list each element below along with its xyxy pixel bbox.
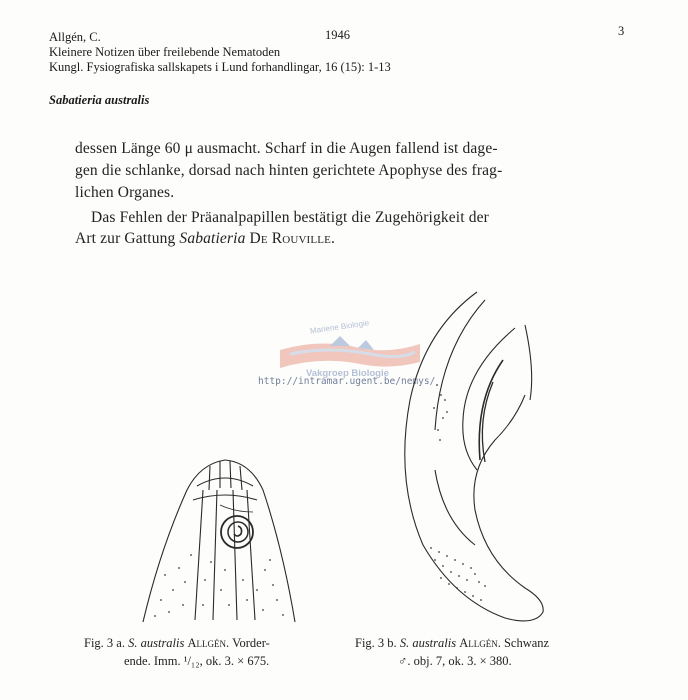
figure-3b-caption-line2: ♂. obj. 7, ok. 3. × 380. <box>398 654 512 668</box>
figure-3a-caption <box>84 634 270 652</box>
figure-3b-species: S. australis <box>399 636 457 650</box>
figure-3a-anterior-end-drawing <box>125 450 315 630</box>
figure-3b-male-tail-drawing <box>385 290 585 625</box>
citation-title: Kleinere Notizen über freilebende Nematoden <box>49 45 281 59</box>
body-text-fragment: Art zur Gattung <box>75 230 180 247</box>
genus-name: Sabatieria <box>179 230 246 247</box>
figure-3a-caption-line2: ende. Imm. ¹/₁₂, ok. 3. × 675. <box>124 654 270 668</box>
body-text-line: Das Fehlen der Präanalpapillen bestätigt die Zugehörigkeit der <box>91 209 489 226</box>
page-number: 3 <box>618 24 625 38</box>
body-text-line: gen die schlanke, dorsad nach hinten gerichtete Apophyse des frag- <box>75 162 503 179</box>
figure-3b-caption <box>355 634 549 652</box>
species-heading: Sabatieria australis <box>49 93 150 107</box>
figure-3a-author: Allgén. <box>187 636 230 650</box>
watermark-top-text: Mariene Biologie <box>309 318 370 336</box>
figure-3b-label: Fig. 3 b. <box>355 636 397 650</box>
watermark-bottom-text: Vakgroep Biologie <box>306 368 389 379</box>
figure-3b-caption-text: Schwanz <box>503 636 550 650</box>
body-text-line <box>75 229 335 249</box>
watermark-url: http://intramar.ugent.be/nemys/ <box>258 376 436 387</box>
figure-3a-species: S. australis <box>128 636 185 650</box>
figure-3b-author: Allgén. <box>459 636 501 650</box>
citation-year: 1946 <box>325 28 350 42</box>
citation-author: Allgén, C. <box>49 30 101 44</box>
citation-journal: Kungl. Fysiografiska sallskapets i Lund forhandlingar, 16 (15): 1-13 <box>49 60 391 74</box>
body-text-line: lichen Organes. <box>75 184 175 201</box>
figure-3a-label: Fig. 3 a. <box>84 636 125 650</box>
body-text-line: dessen Länge 60 μ ausmacht. Scharf in die Augen fallend ist dage- <box>75 140 498 157</box>
figure-3a-caption-text: Vorder- <box>232 636 270 650</box>
genus-authority: De Rouville. <box>249 230 336 247</box>
